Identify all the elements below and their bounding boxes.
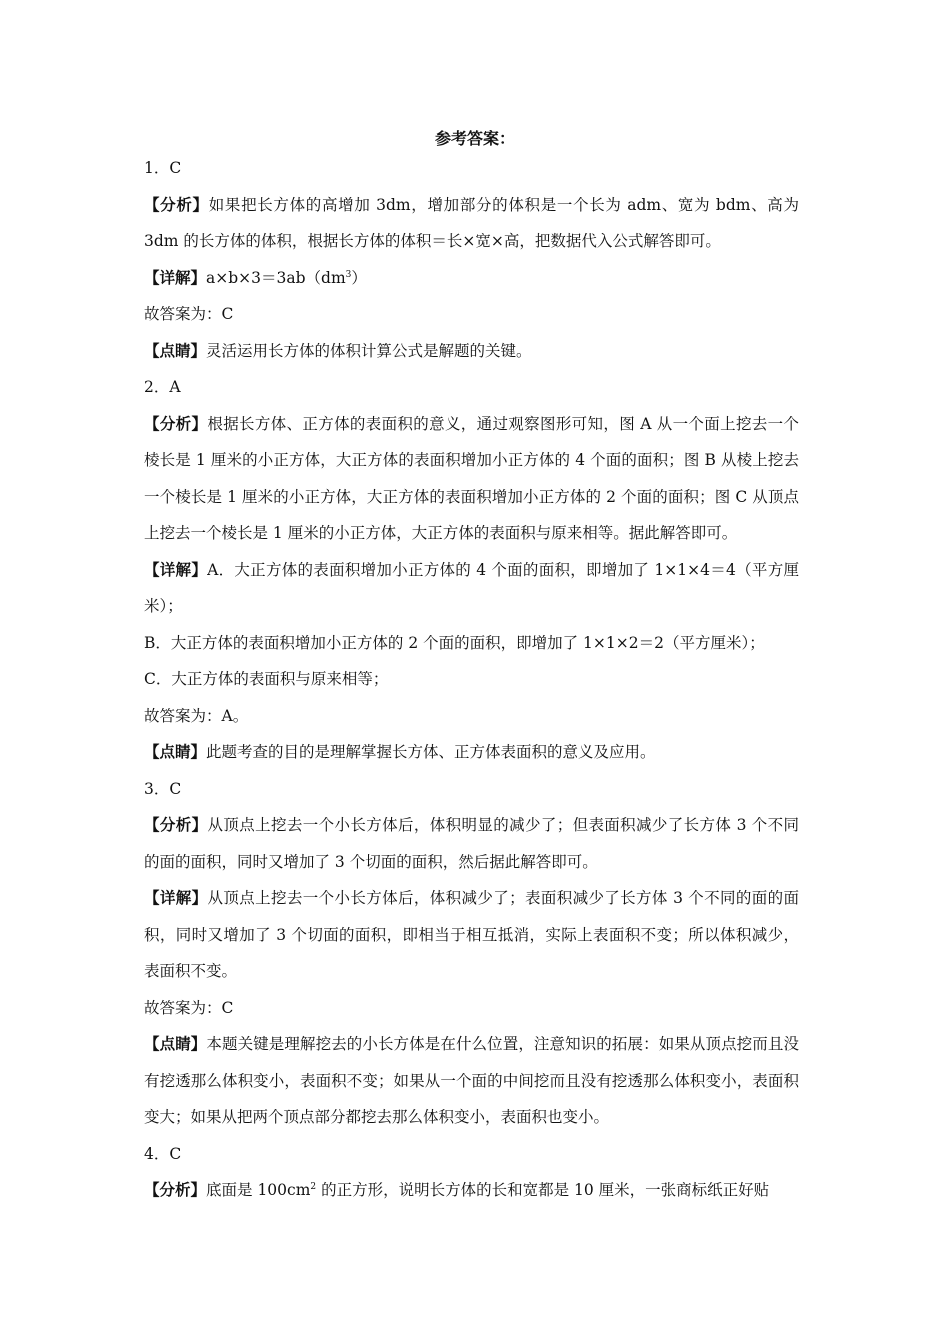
q1-detail-close: ） [351,268,367,287]
q4-analysis-text: 底面是 100cm [206,1181,311,1199]
q2-detail-c: C．大正方体的表面积与原来相等； [144,670,389,688]
q3-analysis [144,807,799,880]
q1-analysis [144,187,799,260]
q2-analysis-text: 根据长方体、正方体的表面积的意义，通过观察图形可知，图 A 从一个面上挖去一个棱长是 1 厘米的小正方体，大正方体的表面积增加小正方体的 4 个面的面积；图 B 从棱上挖去一个棱长是 1 厘米的小正方体，大正方体的表面积增加小正方体的 2 个面的面积；图 C 从顶点上挖去一个棱长是 1 厘米的小正方体，大正方体的表面积与原来相等。据此解答即可。 [144,414,799,542]
q1-detail [144,260,799,297]
comment-label: 【点睛】 [144,742,207,761]
q4-analysis-exponent: 2 [310,1181,317,1192]
page-title: 参考答案： [434,129,515,148]
q2-analysis [144,406,799,552]
analysis-label: 【分析】 [144,1180,207,1199]
q1-heading: 1．C [144,159,182,177]
q3-analysis-text: 从顶点上挖去一个小长方体后，体积明显的减少了；但表面积减少了长方体 3 个不同的面的面积，同时又增加了 3 个切面的面积，然后据此解答即可。 [144,816,799,871]
analysis-label: 【分析】 [144,815,208,834]
q3-detail-text: 从顶点上挖去一个小长方体后，体积减少了；表面积减少了长方体 3 个不同的面的面积，同时又增加了 3 个切面的面积，即相当于相互抵消，实际上表面积不变；所以体积减少，表面积不变。 [144,889,799,980]
q2-detail-a [144,552,799,625]
q3-heading: 3．C [144,779,182,798]
q4-analysis [144,1172,799,1209]
detail-label: 【详解】 [144,559,208,579]
q2-answer: 故答案为：A。 [144,706,249,725]
analysis-label: 【分析】 [144,413,208,433]
q3-comment [144,1026,799,1136]
q2-comment-text: 此题考查的目的是理解掌握长方体、正方体表面积的意义及应用。 [206,743,656,761]
comment-label: 【点睛】 [144,340,207,360]
q2-comment [144,734,799,771]
q4-heading: 4．C [144,1144,182,1163]
detail-label: 【详解】 [144,267,207,287]
q2-heading: 2．A [144,378,181,396]
q1-detail-exponent: 3 [345,269,352,280]
q4-analysis-rest: 的正方形，说明长方体的长和宽都是 10 厘米，一张商标纸正好贴 [316,1181,770,1199]
q1-analysis-text: 如果把长方体的高增加 3dm，增加部分的体积是一个长为 adm、宽为 bdm、高为 3dm 的长方体的体积，根据长方体的体积＝长×宽×高，把数据代入公式解答即可。 [144,195,799,250]
q3-comment-text: 本题关键是理解挖去的小长方体是在什么位置，注意知识的拓展：如果从顶点挖而且没有挖透那么体积变小，表面积不变；如果从一个面的中间挖而且没有挖透那么体积变小，表面积变大；如果从把两个顶点部分都挖去那么体积变小，表面积也变小。 [144,1035,799,1126]
q3-detail [144,880,799,990]
q2-detail-a-text: A．大正方体的表面积增加小正方体的 4 个面的面积，即增加了 1×1×4＝4（平方厘米）； [144,560,799,615]
q2-detail-b: B．大正方体的表面积增加小正方体的 2 个面的面积，即增加了 1×1×2＝2（平方厘米）； [144,633,765,652]
detail-label: 【详解】 [144,888,208,907]
q1-answer: 故答案为：C [144,305,234,323]
answer-content [144,150,799,1209]
comment-label: 【点睛】 [144,1034,207,1053]
q1-comment [144,333,799,370]
q1-comment-text: 灵活运用长方体的体积计算公式是解题的关键。 [206,341,532,360]
q1-detail-text: a×b×3＝3ab（dm [206,268,346,287]
analysis-label: 【分析】 [144,194,209,214]
q3-answer: 故答案为：C [144,998,234,1017]
